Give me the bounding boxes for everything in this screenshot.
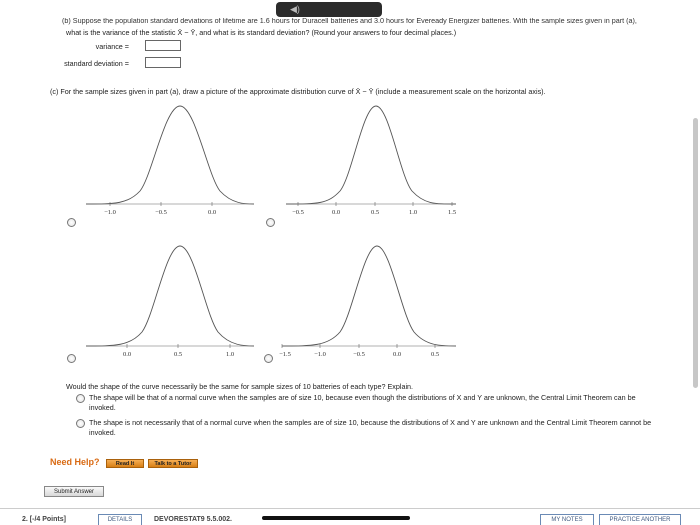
explain-option-2-radio[interactable] bbox=[76, 419, 85, 428]
tick-label: 1.5 bbox=[447, 209, 457, 216]
graph-option-1-radio[interactable] bbox=[67, 218, 76, 227]
explain-option-2-line2: invoked. bbox=[89, 428, 116, 437]
tick-label: −0.5 bbox=[155, 209, 167, 216]
tick-label: 1.0 bbox=[408, 209, 418, 216]
graph-option-3 bbox=[80, 234, 260, 362]
tick-label: 0.5 bbox=[430, 351, 440, 358]
talk-to-tutor-button[interactable]: Talk to a Tutor bbox=[148, 459, 198, 468]
tick-label: 0.0 bbox=[122, 351, 132, 358]
graph-option-2-radio[interactable] bbox=[266, 218, 275, 227]
scrollbar[interactable] bbox=[693, 118, 698, 388]
sd-input[interactable] bbox=[145, 57, 181, 68]
variance-label: variance = bbox=[95, 42, 129, 51]
tick-label: 0.5 bbox=[370, 209, 380, 216]
explain-option-2-line1: The shape is not necessarily that of a normal curve when the samples are of size 10, because the distributions of X and Y are unknown and the Central Limit Theorem cannot be bbox=[89, 418, 652, 427]
explain-option-1-line2: invoked. bbox=[89, 403, 116, 412]
graph-option-1 bbox=[80, 96, 260, 224]
part-b-text-clipped: (b) Suppose the population standard deviations of lifetime are 1.6 hours for Duracell batteries and 3.0 hours for Eveready Energizer batteries. With the sample sizes given in part (a), bbox=[62, 18, 637, 25]
tick-label: −1.5 bbox=[279, 351, 291, 358]
tick-label: 0.0 bbox=[331, 209, 341, 216]
problem-id: DEVORESTAT9 5.5.002. bbox=[154, 516, 232, 523]
points-label: 2. [-/4 Points] bbox=[22, 516, 66, 523]
submit-answer-button[interactable]: Submit Answer bbox=[44, 486, 104, 497]
variance-input[interactable] bbox=[145, 40, 181, 51]
details-button[interactable]: DETAILS bbox=[98, 514, 142, 525]
tick-label: 0.5 bbox=[173, 351, 183, 358]
tick-label: −1.0 bbox=[314, 351, 326, 358]
my-notes-button[interactable]: MY NOTES bbox=[540, 514, 594, 525]
explain-option-1-line1: The shape will be that of a normal curve when the samples are of size 10, because even though the distributions of X and Y are unknown, the Central Limit Theorem can be bbox=[89, 393, 636, 402]
part-b-text: what is the variance of the statistic X̄ − Ȳ, and what is its standard deviation? (Round your answers to four decimal places.) bbox=[66, 28, 457, 37]
need-help-label: Need Help? bbox=[50, 457, 100, 467]
practice-another-button[interactable]: PRACTICE ANOTHER bbox=[599, 514, 681, 525]
tick-label: 0.0 bbox=[392, 351, 402, 358]
shape-question: Would the shape of the curve necessarily be the same for sample sizes of 10 batteries of each type? Explain. bbox=[66, 382, 414, 391]
explain-option-1[interactable] bbox=[89, 393, 689, 413]
graph-option-4-radio[interactable] bbox=[264, 354, 273, 363]
sd-label: standard deviation = bbox=[64, 59, 129, 68]
read-it-button[interactable]: Read It bbox=[106, 459, 144, 468]
divider bbox=[0, 508, 700, 509]
graph-option-3-radio[interactable] bbox=[67, 354, 76, 363]
tick-label: −0.5 bbox=[353, 351, 365, 358]
tick-label: −1.0 bbox=[104, 209, 116, 216]
audio-control[interactable] bbox=[276, 2, 382, 17]
part-c-text: (c) For the sample sizes given in part (a), draw a picture of the approximate distribution curve of X̄ − Ȳ (include a measurement scale on the horizontal axis). bbox=[50, 87, 546, 96]
explain-option-1-radio[interactable] bbox=[76, 394, 85, 403]
graph-option-2 bbox=[278, 96, 463, 224]
tick-label: 1.0 bbox=[225, 351, 235, 358]
graph-option-4 bbox=[276, 234, 461, 362]
speaker-icon[interactable]: ◀) bbox=[290, 4, 300, 14]
explain-option-2[interactable] bbox=[89, 418, 689, 438]
tick-label: −0.5 bbox=[292, 209, 304, 216]
tick-label: 0.0 bbox=[207, 209, 217, 216]
home-indicator bbox=[262, 516, 410, 520]
